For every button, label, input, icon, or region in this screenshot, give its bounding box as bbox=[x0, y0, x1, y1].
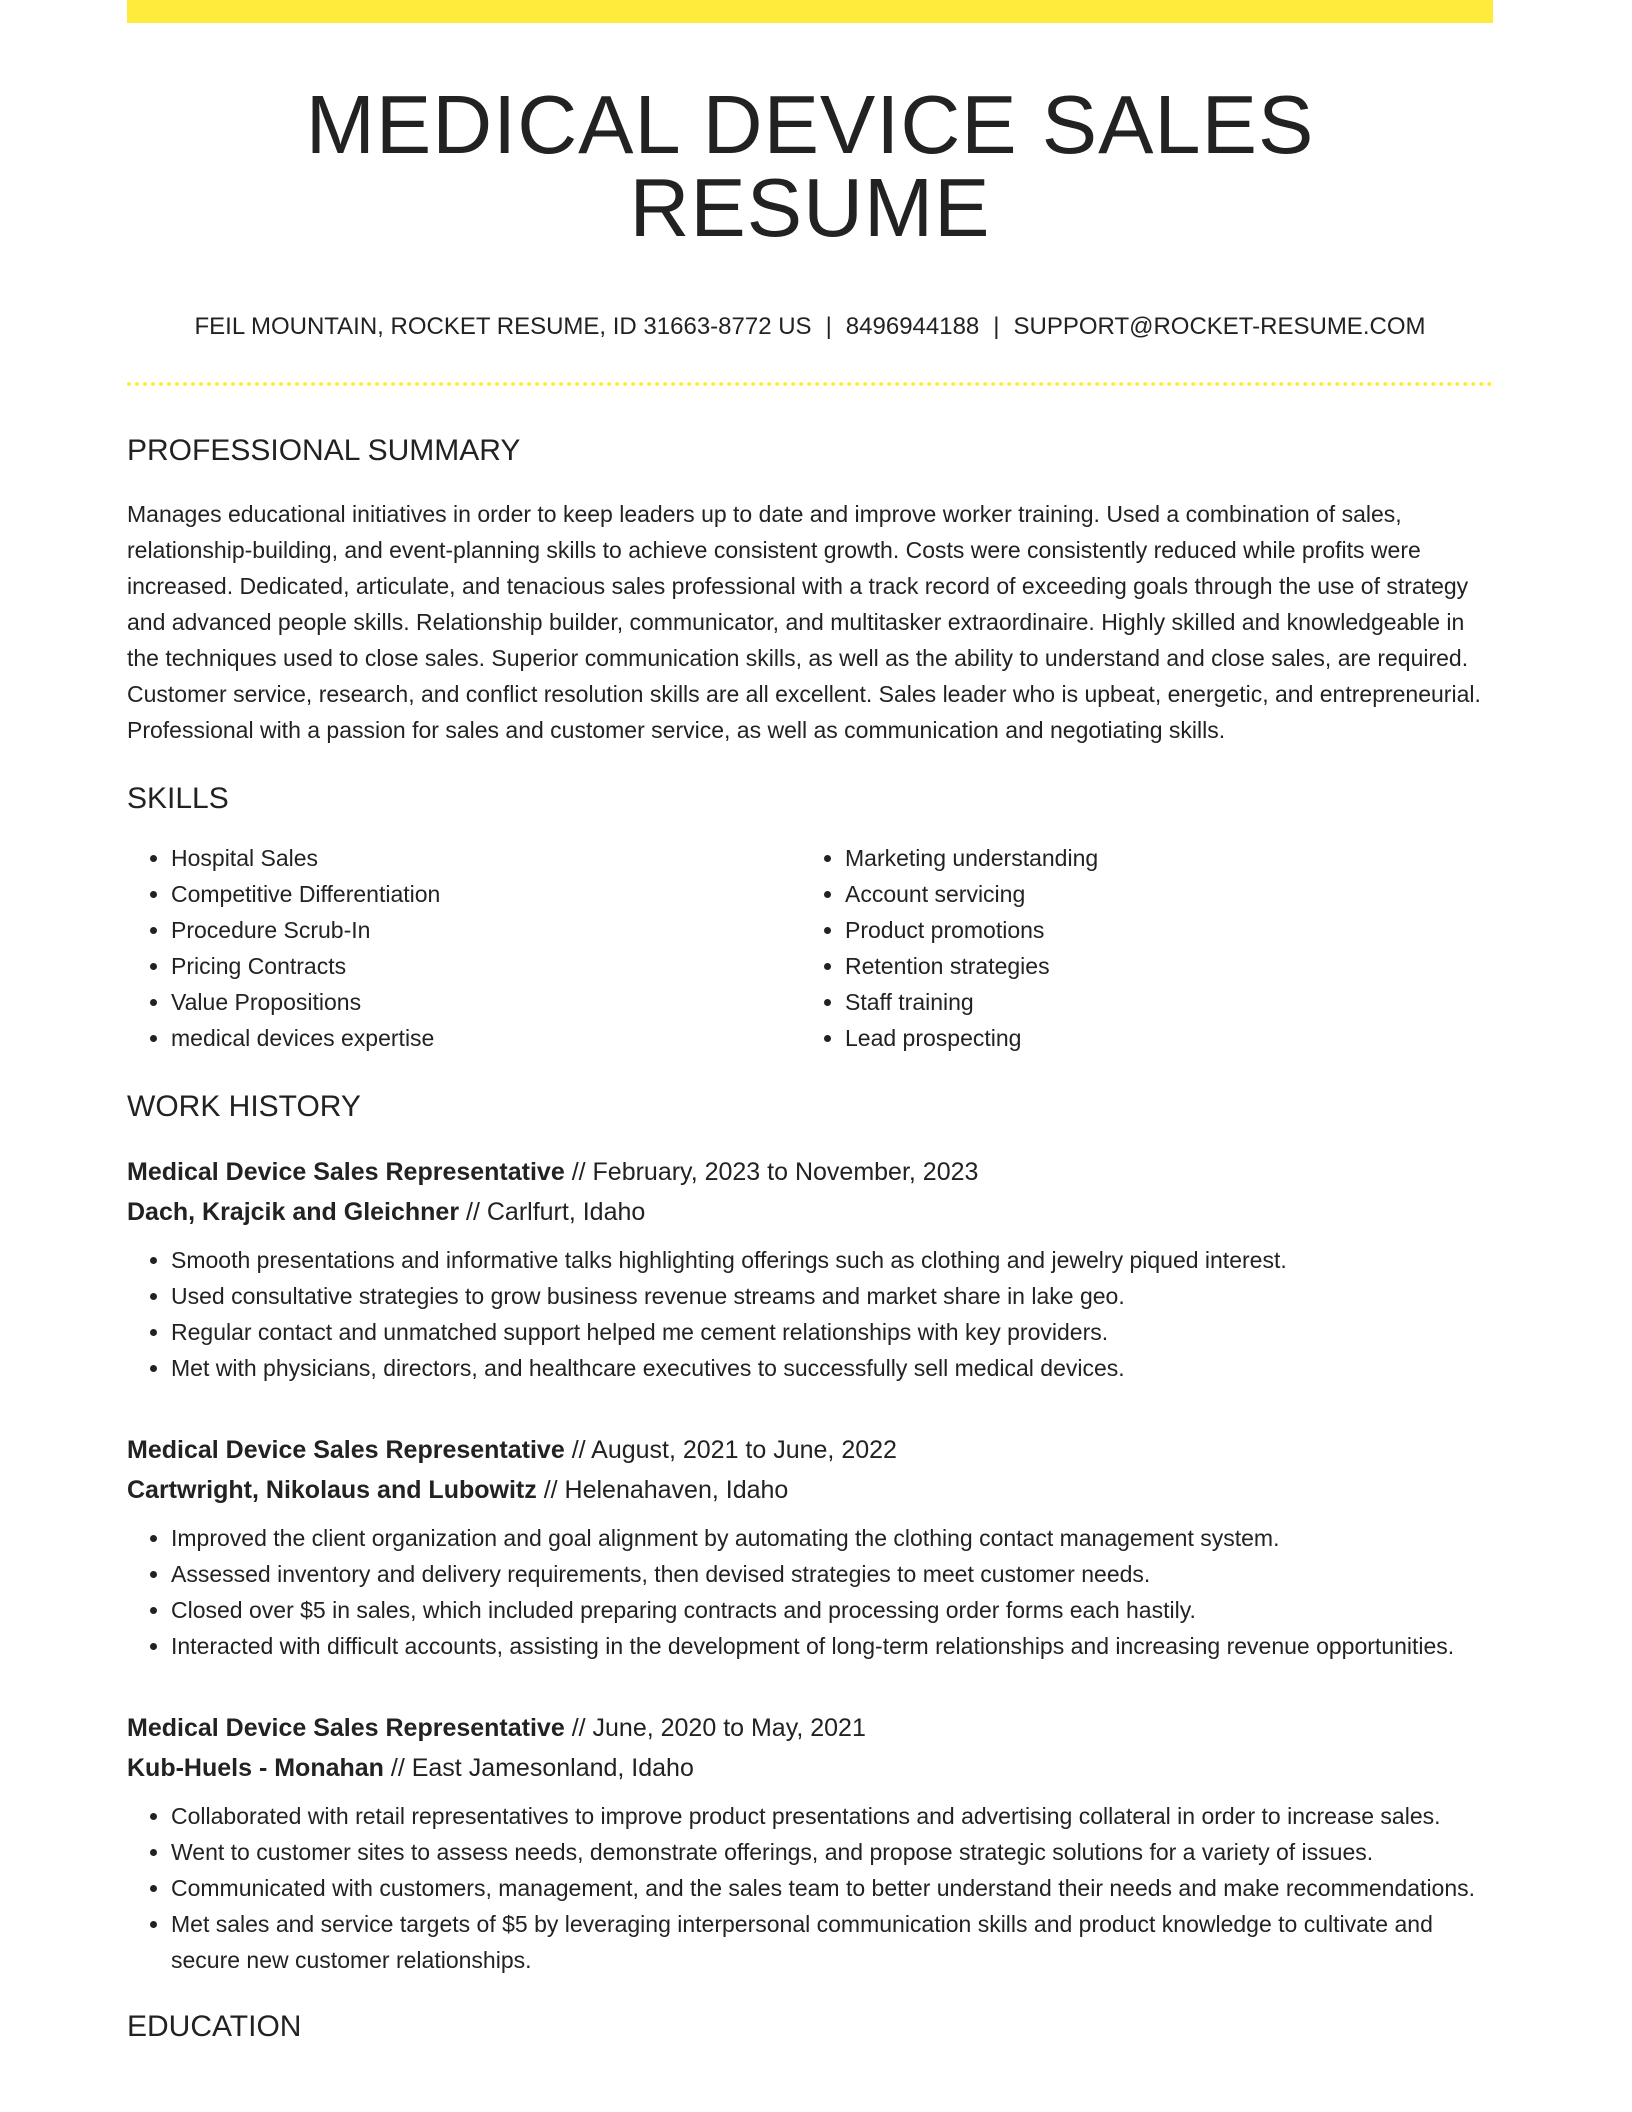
job-company: Dach, Krajcik and Gleichner bbox=[127, 1198, 460, 1226]
job-location: // East Jamesonland, Idaho bbox=[390, 1754, 694, 1782]
job-bullets bbox=[127, 1520, 1493, 1664]
job-company-line bbox=[127, 1748, 1493, 1788]
contact-address: FEIL MOUNTAIN, ROCKET RESUME, ID 31663-8772 US bbox=[194, 313, 812, 340]
skill-item: • Procedure Scrub-In bbox=[171, 912, 801, 948]
job-bullet: • Smooth presentations and informative talks highlighting offerings such as clothing and jewelry piqued interest. bbox=[171, 1242, 1493, 1278]
job-company: Cartwright, Nikolaus and Lubowitz bbox=[127, 1476, 537, 1504]
work-history-heading: WORK HISTORY bbox=[127, 1090, 361, 1123]
skill-item: • Pricing Contracts bbox=[171, 948, 801, 984]
job-location: // Carlfurt, Idaho bbox=[466, 1198, 646, 1226]
contact-separator: | bbox=[993, 313, 1000, 340]
job-company: Kub-Huels - Monahan bbox=[127, 1754, 384, 1782]
job-location: // Helenahaven, Idaho bbox=[543, 1476, 789, 1504]
job-title-line bbox=[127, 1708, 1493, 1748]
skill-item: • medical devices expertise bbox=[171, 1020, 801, 1056]
job-bullet: • Assessed inventory and delivery requirements, then devised strategies to meet customer needs. bbox=[171, 1556, 1493, 1592]
job-dates: // February, 2023 to November, 2023 bbox=[571, 1158, 979, 1186]
skill-item: • Retention strategies bbox=[845, 948, 1098, 984]
job-bullet: • Used consultative strategies to grow business revenue streams and market share in lake geo. bbox=[171, 1278, 1493, 1314]
job-bullet: • Met sales and service targets of $5 by leveraging interpersonal communication skills and product knowledge to cultivate and secure new customer relationships. bbox=[171, 1906, 1493, 1978]
job-bullet: • Closed over $5 in sales, which included preparing contracts and processing order forms each hastily. bbox=[171, 1592, 1493, 1628]
job-bullet: • Communicated with customers, management, and the sales team to better understand their needs and make recommendations. bbox=[171, 1870, 1493, 1906]
contact-phone: 8496944188 bbox=[845, 313, 980, 340]
job-title: Medical Device Sales Representative bbox=[127, 1436, 565, 1464]
skills-heading: SKILLS bbox=[127, 782, 229, 815]
job-company-line bbox=[127, 1470, 1493, 1510]
job-dates: // August, 2021 to June, 2022 bbox=[571, 1436, 897, 1464]
job-title: Medical Device Sales Representative bbox=[127, 1158, 565, 1186]
job-entry bbox=[127, 1152, 1493, 1386]
job-bullet: • Met with physicians, directors, and healthcare executives to successfully sell medical devices. bbox=[171, 1350, 1493, 1386]
job-bullets bbox=[127, 1798, 1493, 1978]
job-bullets bbox=[127, 1242, 1493, 1386]
skills-column-right bbox=[801, 840, 1098, 1056]
contact-separator: | bbox=[825, 313, 832, 340]
job-dates: // June, 2020 to May, 2021 bbox=[571, 1714, 866, 1742]
education-heading: EDUCATION bbox=[127, 2010, 302, 2043]
skills-list bbox=[127, 840, 1493, 1056]
job-entry bbox=[127, 1708, 1493, 1978]
resume-page bbox=[127, 0, 1493, 2042]
skill-item: • Competitive Differentiation bbox=[171, 876, 801, 912]
resume-title: MEDICAL DEVICE SALES RESUME bbox=[305, 78, 1315, 254]
job-title-line bbox=[127, 1430, 1493, 1470]
dotted-divider bbox=[127, 382, 1493, 386]
job-company-line bbox=[127, 1192, 1493, 1232]
job-title-line bbox=[127, 1152, 1493, 1192]
skill-item: • Value Propositions bbox=[171, 984, 801, 1020]
job-title: Medical Device Sales Representative bbox=[127, 1714, 565, 1742]
job-bullet: • Went to customer sites to assess needs, demonstrate offerings, and propose strategic solutions for a variety of issues. bbox=[171, 1834, 1493, 1870]
skill-item: • Hospital Sales bbox=[171, 840, 801, 876]
job-entry bbox=[127, 1430, 1493, 1664]
skills-column-left bbox=[127, 840, 801, 1056]
job-bullet: • Regular contact and unmatched support helped me cement relationships with key providers. bbox=[171, 1314, 1493, 1350]
summary-heading: PROFESSIONAL SUMMARY bbox=[127, 434, 521, 467]
contact-email: SUPPORT@ROCKET-RESUME.COM bbox=[1013, 313, 1426, 340]
job-bullet: • Interacted with difficult accounts, assisting in the development of long-term relationships and increasing revenue opportunities. bbox=[171, 1628, 1493, 1664]
summary-text: Manages educational initiatives in order to keep leaders up to date and improve worker training. Used a combination of sales, relationship-building, and event-planning skills to achieve consistent growth. Costs were consistently reduced while profits were increased. Dedicated, articulate, and tenacious sales professional with a track record of exceeding goals through the use of strategy and advanced people skills. Relationship builder, communicator, and multitasker extraordinaire. Highly skilled and knowledgeable in the techniques used to close sales. Superior communication skills, as well as the ability to understand and close sales, are required. Customer service, research, and conflict resolution skills are all excellent. Sales leader who is upbeat, energetic, and entrepreneurial. Professional with a passion for sales and customer service, as well as communication and negotiating skills. bbox=[127, 501, 1481, 743]
skill-item: • Product promotions bbox=[845, 912, 1098, 948]
accent-top-bar bbox=[127, 0, 1493, 23]
skill-item: • Marketing understanding bbox=[845, 840, 1098, 876]
skill-item: • Lead prospecting bbox=[845, 1020, 1098, 1056]
skill-item: • Account servicing bbox=[845, 876, 1098, 912]
job-bullet: • Collaborated with retail representatives to improve product presentations and advertising collateral in order to increase sales. bbox=[171, 1798, 1493, 1834]
skill-item: • Staff training bbox=[845, 984, 1098, 1020]
contact-line bbox=[127, 315, 1493, 339]
job-bullet: • Improved the client organization and goal alignment by automating the clothing contact management system. bbox=[171, 1520, 1493, 1556]
